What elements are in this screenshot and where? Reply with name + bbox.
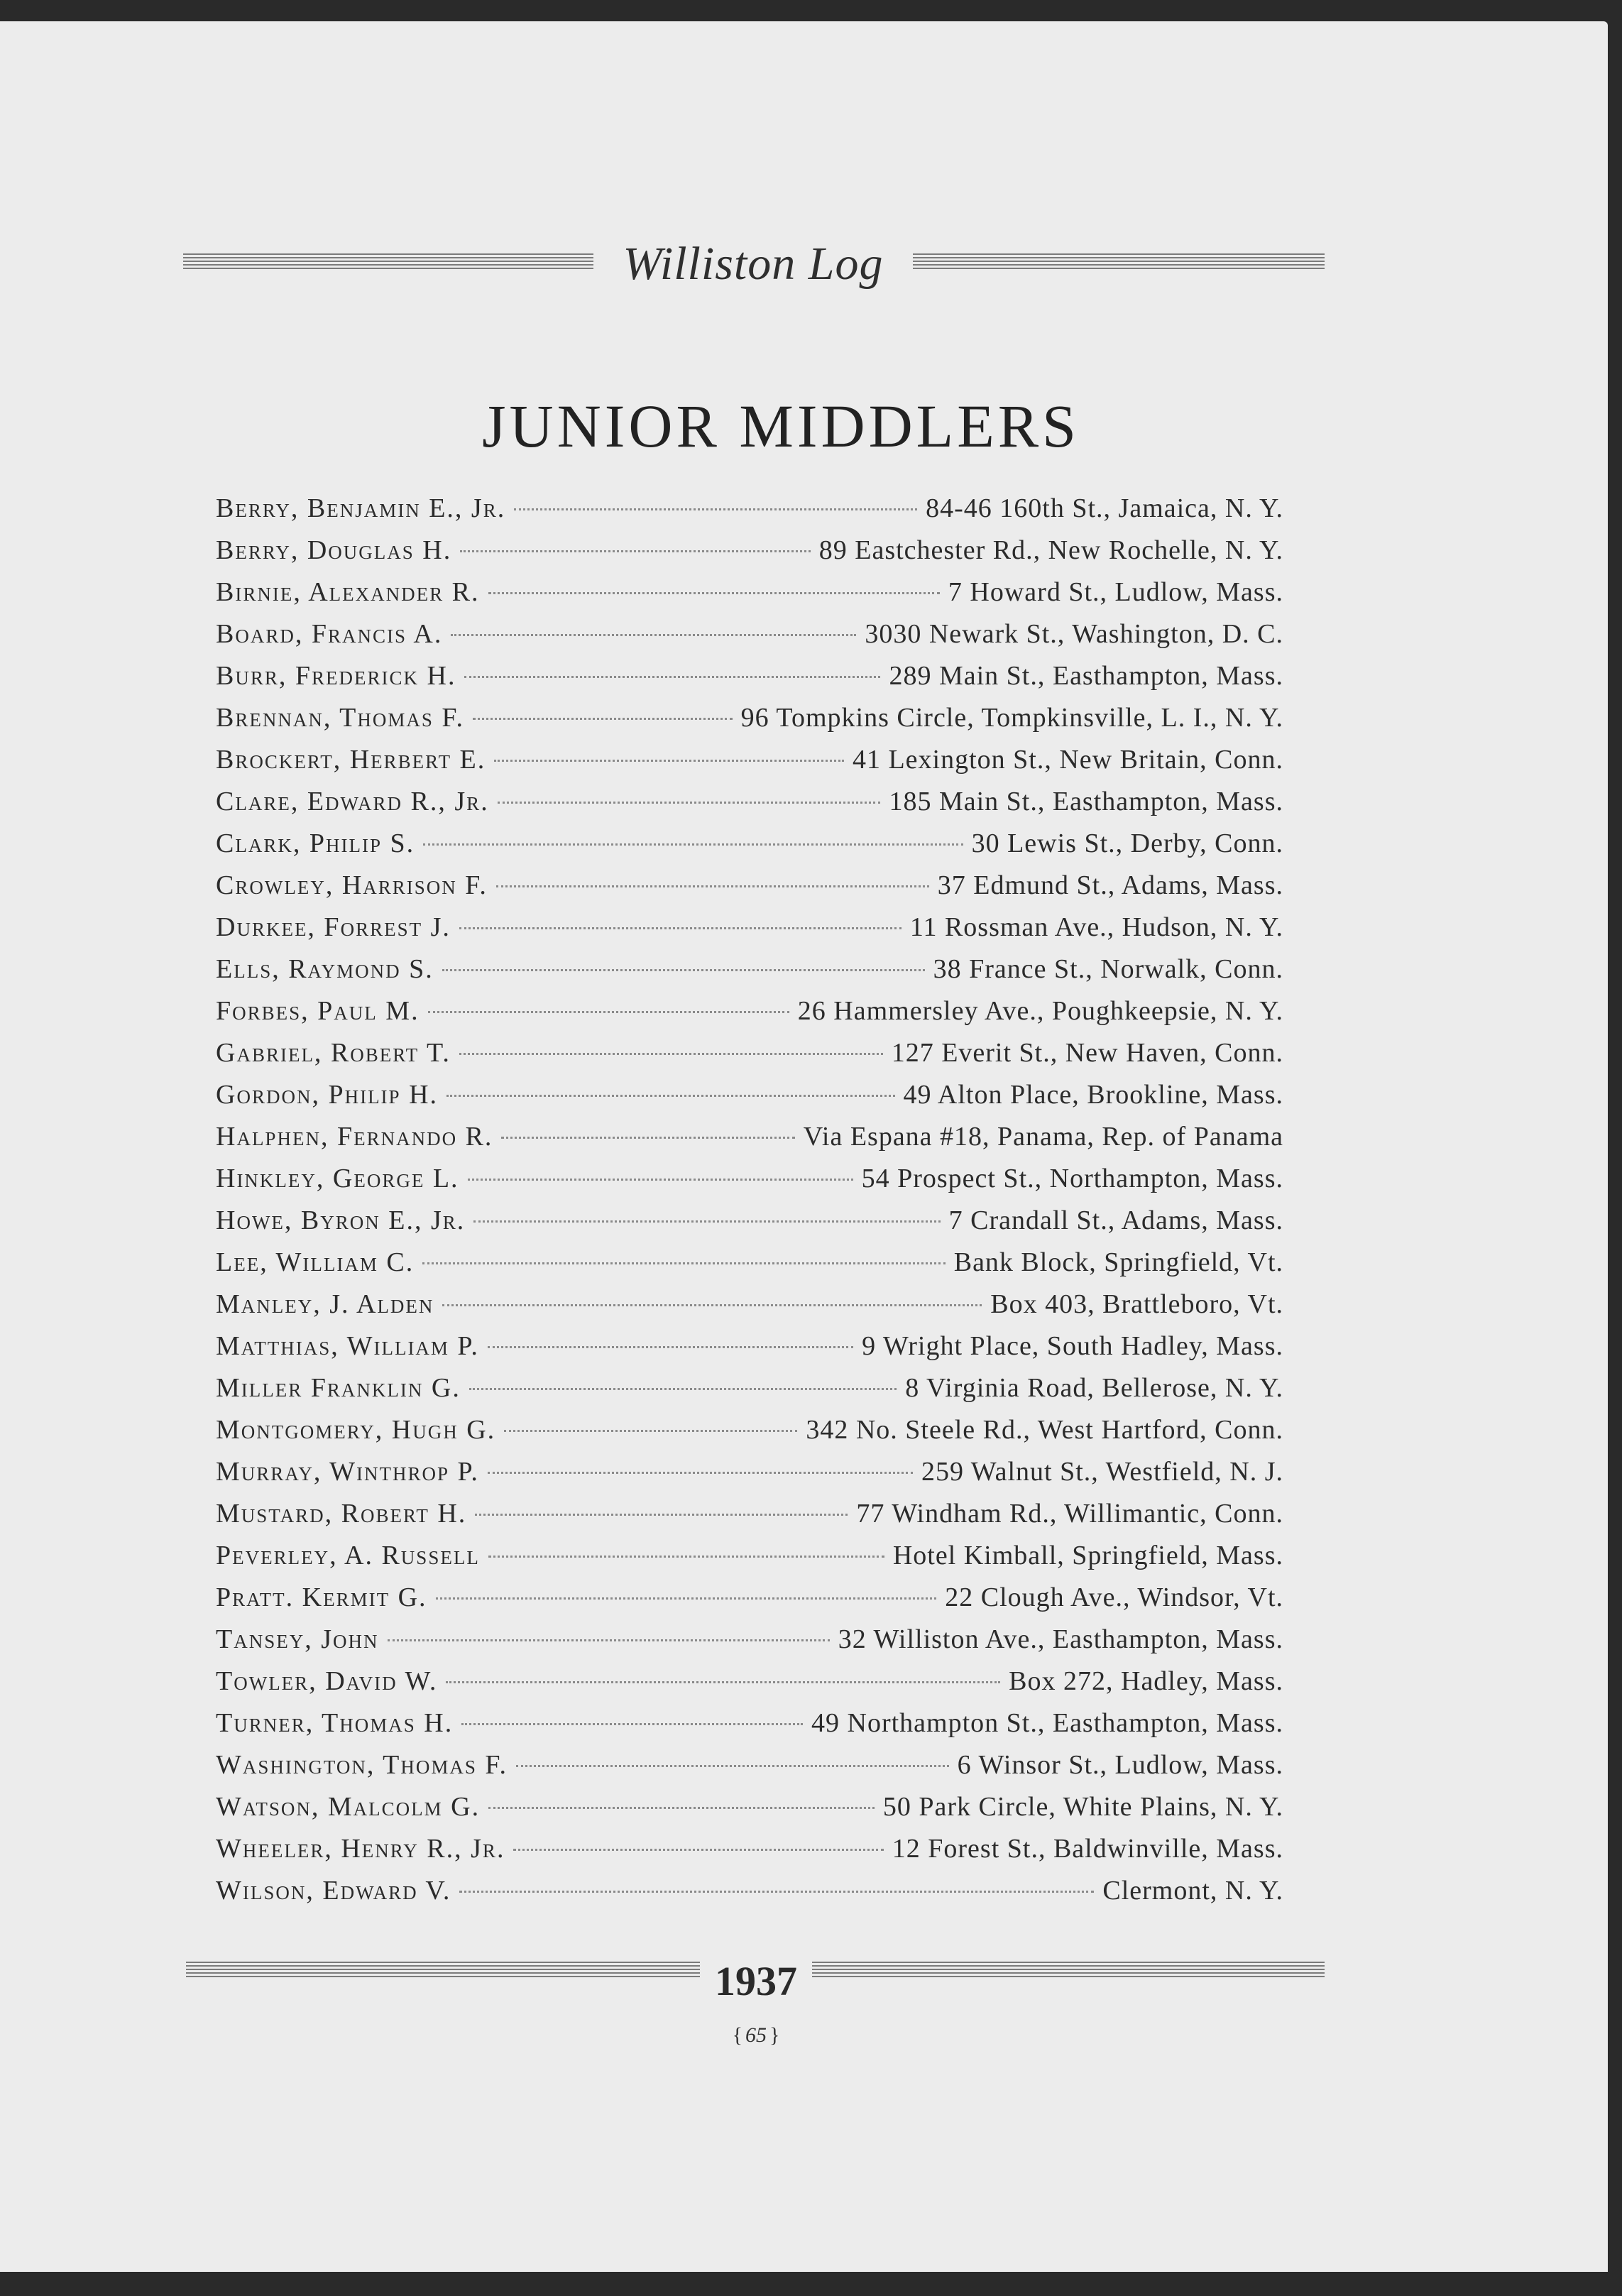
list-item xyxy=(216,828,1283,870)
student-address: 49 Northampton St., Easthampton, Mass. xyxy=(811,1708,1283,1738)
dot-leader xyxy=(442,1304,982,1306)
student-address: Hotel Kimball, Springfield, Mass. xyxy=(892,1541,1283,1570)
student-name: Halphen, Fernando R. xyxy=(216,1122,493,1152)
dot-leader xyxy=(451,634,856,636)
student-name: Clare, Edward R., Jr. xyxy=(216,787,489,816)
student-address: 289 Main St., Easthampton, Mass. xyxy=(889,661,1283,691)
student-name: Lee, William C. xyxy=(216,1247,415,1277)
header-rule-right xyxy=(913,253,1325,269)
student-address: 49 Alton Place, Brookline, Mass. xyxy=(903,1080,1283,1110)
dot-leader xyxy=(475,1514,848,1516)
student-name: Hinkley, George L. xyxy=(216,1164,459,1193)
student-name: Ells, Raymond S. xyxy=(216,954,434,984)
section-title: JUNIOR MIDDLERS xyxy=(482,392,1080,460)
student-name: Wilson, Edward V. xyxy=(216,1876,451,1906)
student-name: Towler, David W. xyxy=(216,1666,438,1696)
student-name: Pratt. Kermit G. xyxy=(216,1582,427,1612)
student-name: Berry, Douglas H. xyxy=(216,535,452,565)
student-address: 8 Virginia Road, Bellerose, N. Y. xyxy=(905,1373,1283,1403)
student-address: 96 Tompkins Circle, Tompkinsville, L. I., N. Y. xyxy=(740,703,1283,733)
dot-leader xyxy=(428,1011,789,1013)
student-address: 7 Crandall St., Adams, Mass. xyxy=(948,1206,1283,1235)
dot-leader xyxy=(494,760,844,762)
dot-leader xyxy=(446,1095,895,1097)
student-name: Clark, Philip S. xyxy=(216,829,415,858)
dot-leader xyxy=(488,1346,853,1348)
dot-leader xyxy=(488,1556,884,1558)
student-address: 54 Prospect St., Northampton, Mass. xyxy=(861,1164,1283,1193)
dot-leader xyxy=(488,1807,875,1809)
student-address: 185 Main St., Easthampton, Mass. xyxy=(889,787,1283,816)
list-item xyxy=(216,1247,1283,1289)
dot-leader xyxy=(423,843,963,846)
student-address: Via Espana #18, Panama, Rep. of Panama xyxy=(803,1122,1283,1152)
student-name: Montgomery, Hugh G. xyxy=(216,1415,496,1445)
student-name: Crowley, Harrison F. xyxy=(216,870,488,900)
list-item xyxy=(216,1666,1283,1707)
list-item xyxy=(216,1037,1283,1079)
dot-leader xyxy=(473,1220,940,1223)
student-name: Board, Francis A. xyxy=(216,619,443,649)
footer-rule-right xyxy=(812,1962,1325,1977)
student-address: 38 France St., Norwalk, Conn. xyxy=(933,954,1283,984)
student-address: 12 Forest St., Baldwinville, Mass. xyxy=(892,1834,1283,1864)
student-address: Box 272, Hadley, Mass. xyxy=(1009,1666,1283,1696)
dot-leader xyxy=(498,802,881,804)
page-number xyxy=(710,2023,802,2048)
student-address: 37 Edmund St., Adams, Mass. xyxy=(937,870,1283,900)
list-item xyxy=(216,1624,1283,1666)
student-name: Burr, Frederick H. xyxy=(216,661,456,691)
student-name: Manley, J. Alden xyxy=(216,1289,434,1319)
list-item xyxy=(216,786,1283,828)
list-item xyxy=(216,535,1283,576)
list-item xyxy=(216,870,1283,912)
dot-leader xyxy=(436,1597,937,1600)
dot-leader xyxy=(514,508,917,510)
student-address: 84-46 160th St., Jamaica, N. Y. xyxy=(926,493,1283,523)
student-address: 50 Park Circle, White Plains, N. Y. xyxy=(882,1792,1283,1822)
list-item xyxy=(216,1205,1283,1247)
list-item xyxy=(216,660,1283,702)
dot-leader xyxy=(460,550,810,552)
student-address: 26 Hammersley Ave., Poughkeepsie, N. Y. xyxy=(797,996,1283,1026)
student-address: 7 Howard St., Ludlow, Mass. xyxy=(948,577,1283,607)
dot-leader xyxy=(388,1639,830,1641)
dot-leader xyxy=(468,1179,853,1181)
list-item xyxy=(216,576,1283,618)
student-name: Miller Franklin G. xyxy=(216,1373,461,1403)
list-item xyxy=(216,1121,1283,1163)
list-item xyxy=(216,1498,1283,1540)
dot-leader xyxy=(473,718,733,720)
dot-leader xyxy=(488,592,940,594)
list-item xyxy=(216,1875,1283,1917)
list-item xyxy=(216,1540,1283,1582)
student-name: Brennan, Thomas F. xyxy=(216,703,464,733)
dot-leader xyxy=(513,1849,883,1851)
dot-leader xyxy=(488,1472,913,1474)
dot-leader xyxy=(504,1430,797,1432)
student-address: 9 Wright Place, South Hadley, Mass. xyxy=(862,1331,1283,1361)
list-item xyxy=(216,1456,1283,1498)
list-item xyxy=(216,1791,1283,1833)
list-item xyxy=(216,953,1283,995)
student-name: Durkee, Forrest J. xyxy=(216,912,451,942)
list-item xyxy=(216,1833,1283,1875)
list-item xyxy=(216,702,1283,744)
list-item xyxy=(216,995,1283,1037)
list-item xyxy=(216,1163,1283,1205)
student-address: 77 Windham Rd., Willimantic, Conn. xyxy=(856,1499,1283,1529)
student-address: Clermont, N. Y. xyxy=(1102,1876,1283,1906)
list-item xyxy=(216,1582,1283,1624)
student-address: Bank Block, Springfield, Vt. xyxy=(953,1247,1283,1277)
student-address: 3030 Newark St., Washington, D. C. xyxy=(865,619,1283,649)
student-address: Box 403, Brattleboro, Vt. xyxy=(990,1289,1283,1319)
header-rule-left xyxy=(183,253,593,269)
student-name: Turner, Thomas H. xyxy=(216,1708,454,1738)
list-item xyxy=(216,618,1283,660)
list-item xyxy=(216,1330,1283,1372)
student-address: 32 Williston Ave., Easthampton, Mass. xyxy=(838,1624,1283,1654)
dot-leader xyxy=(516,1765,949,1767)
footer-rule-left xyxy=(186,1962,700,1977)
year-label: 1937 xyxy=(715,1958,797,2004)
student-address: 41 Lexington St., New Britain, Conn. xyxy=(852,745,1283,775)
dot-leader xyxy=(459,927,902,929)
dot-leader xyxy=(464,676,880,678)
student-name: Watson, Malcolm G. xyxy=(216,1792,481,1822)
right-brace-ornament: } xyxy=(769,2023,780,2047)
dot-leader xyxy=(446,1681,1000,1683)
student-name: Gordon, Philip H. xyxy=(216,1080,439,1110)
list-item xyxy=(216,912,1283,953)
student-name: Matthias, William P. xyxy=(216,1331,479,1361)
student-address: 11 Rossman Ave., Hudson, N. Y. xyxy=(909,912,1283,942)
dot-leader xyxy=(422,1262,946,1264)
running-header: Williston Log xyxy=(623,238,884,290)
dot-leader xyxy=(469,1388,897,1390)
list-item xyxy=(216,1372,1283,1414)
student-name: Forbes, Paul M. xyxy=(216,996,420,1026)
student-name: Tansey, John xyxy=(216,1624,379,1654)
student-name: Murray, Winthrop P. xyxy=(216,1457,479,1487)
student-address: 342 No. Steele Rd., West Hartford, Conn. xyxy=(806,1415,1283,1445)
list-item xyxy=(216,744,1283,786)
dot-leader xyxy=(496,885,929,887)
list-item xyxy=(216,1707,1283,1749)
list-item xyxy=(216,1749,1283,1791)
page xyxy=(0,21,1608,2272)
dot-leader xyxy=(459,1053,883,1055)
student-address: 30 Lewis St., Derby, Conn. xyxy=(971,829,1283,858)
list-item xyxy=(216,493,1283,535)
student-name: Peverley, A. Russell xyxy=(216,1541,480,1570)
student-name: Mustard, Robert H. xyxy=(216,1499,467,1529)
student-name: Wheeler, Henry R., Jr. xyxy=(216,1834,505,1864)
dot-leader xyxy=(459,1891,1094,1893)
student-address: 89 Eastchester Rd., New Rochelle, N. Y. xyxy=(818,535,1283,565)
student-name: Howe, Byron E., Jr. xyxy=(216,1206,466,1235)
dot-leader xyxy=(501,1137,794,1139)
student-name: Berry, Benjamin E., Jr. xyxy=(216,493,506,523)
dot-leader xyxy=(461,1723,803,1725)
dot-leader xyxy=(442,969,925,971)
student-name: Brockert, Herbert E. xyxy=(216,745,486,775)
list-item xyxy=(216,1414,1283,1456)
student-address: 259 Walnut St., Westfield, N. J. xyxy=(921,1457,1283,1487)
student-address: 127 Everit St., New Haven, Conn. xyxy=(891,1038,1283,1068)
student-address: 6 Winsor St., Ludlow, Mass. xyxy=(957,1750,1283,1780)
student-address: 22 Clough Ave., Windsor, Vt. xyxy=(945,1582,1283,1612)
student-name: Birnie, Alexander R. xyxy=(216,577,480,607)
student-name: Washington, Thomas F. xyxy=(216,1750,508,1780)
list-item xyxy=(216,1289,1283,1330)
list-item xyxy=(216,1079,1283,1121)
student-name: Gabriel, Robert T. xyxy=(216,1038,451,1068)
page-number-value: 65 xyxy=(745,2023,767,2047)
left-brace-ornament: { xyxy=(732,2023,742,2047)
roster-list xyxy=(216,493,1283,1917)
